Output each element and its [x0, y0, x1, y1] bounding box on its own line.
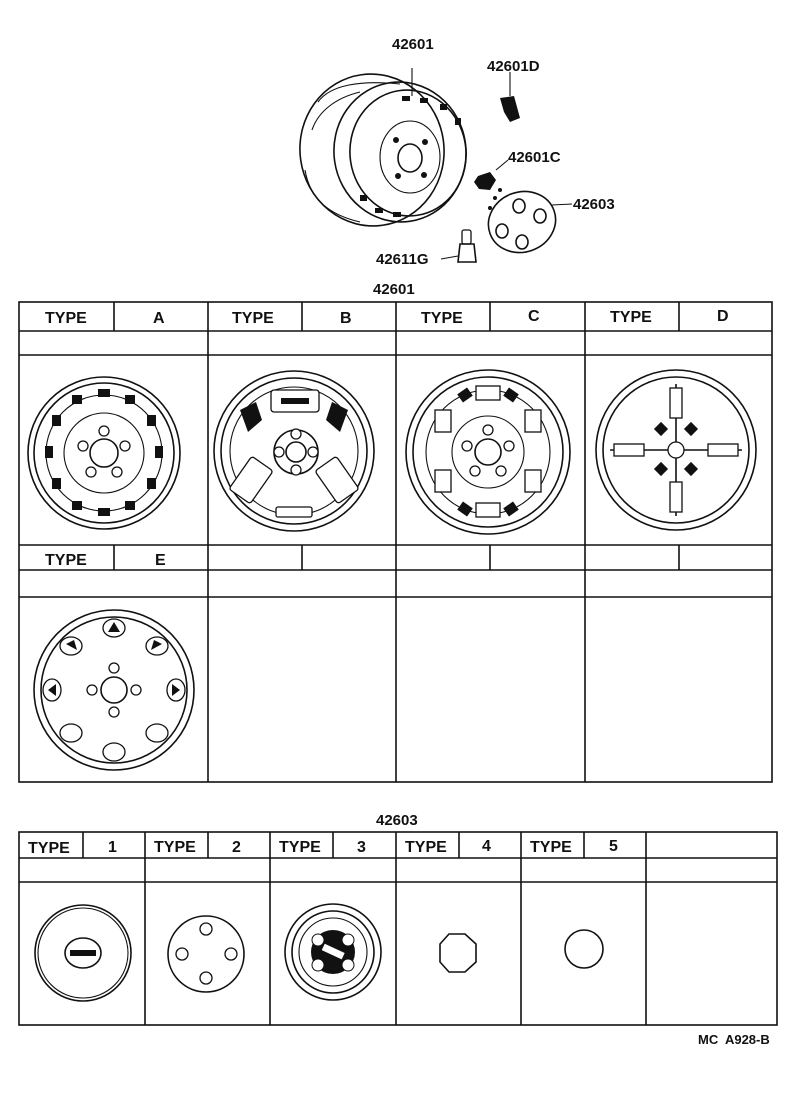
cap-type-3-code: 3 — [357, 839, 366, 856]
wheel-type-a-code: A — [153, 310, 165, 327]
wheel-table-grid — [19, 302, 772, 782]
cap-table-grid — [19, 832, 777, 1025]
callout-nut: 42601C — [508, 149, 561, 166]
cap-type-4-code: 4 — [482, 838, 491, 855]
wheel-b-illustration — [214, 371, 374, 531]
valve-stem-illustration — [441, 230, 476, 262]
callout-valve: 42611G — [376, 251, 429, 268]
exploded-view — [290, 36, 615, 268]
cap-type-1-code: 1 — [108, 839, 117, 856]
cap-type-2-label: TYPE — [154, 839, 196, 856]
wheel-type-d-code: D — [717, 308, 729, 325]
cap-type-2-code: 2 — [232, 839, 241, 856]
callout-cap: 42603 — [573, 196, 615, 213]
callout-wheel: 42601 — [392, 36, 434, 53]
wheel-d-illustration — [596, 370, 756, 530]
wheel-type-d-label: TYPE — [610, 309, 652, 326]
wheel-e-illustration — [34, 610, 194, 770]
cap-table-title: 42603 — [376, 812, 418, 829]
wheel-type-c-label: TYPE — [421, 310, 463, 327]
wheel-c-illustration — [406, 370, 570, 534]
cap-3-illustration — [285, 904, 381, 1000]
hub-nut-illustration — [474, 160, 508, 190]
cap-type-4-label: TYPE — [405, 839, 447, 856]
wheel-type-b-code: B — [340, 310, 352, 327]
balance-weight-illustration — [500, 72, 520, 122]
cap-5-illustration — [565, 930, 603, 968]
cap-type-5-code: 5 — [609, 838, 618, 855]
callout-weight: 42601D — [487, 58, 540, 75]
cap-type-5-label: TYPE — [530, 839, 572, 856]
cap-1-illustration — [35, 905, 131, 1001]
wheel-table-title: 42601 — [373, 281, 415, 298]
wheel-rim-illustration — [290, 65, 475, 236]
hub-cap-illustration — [480, 182, 572, 262]
cap-4-illustration — [440, 934, 476, 972]
cap-type-1-label: TYPE — [28, 840, 70, 857]
wheel-type-b-label: TYPE — [232, 310, 274, 327]
cap-type-3-label: TYPE — [279, 839, 321, 856]
wheel-type-a-label: TYPE — [45, 310, 87, 327]
wheel-a-illustration — [28, 377, 180, 529]
wheel-type-c-code: C — [528, 308, 540, 325]
drawing-code: MC A928-B — [698, 1032, 770, 1047]
wheel-type-e-code: E — [155, 552, 166, 569]
cap-2-illustration — [168, 916, 244, 992]
wheel-type-e-label: TYPE — [45, 552, 87, 569]
